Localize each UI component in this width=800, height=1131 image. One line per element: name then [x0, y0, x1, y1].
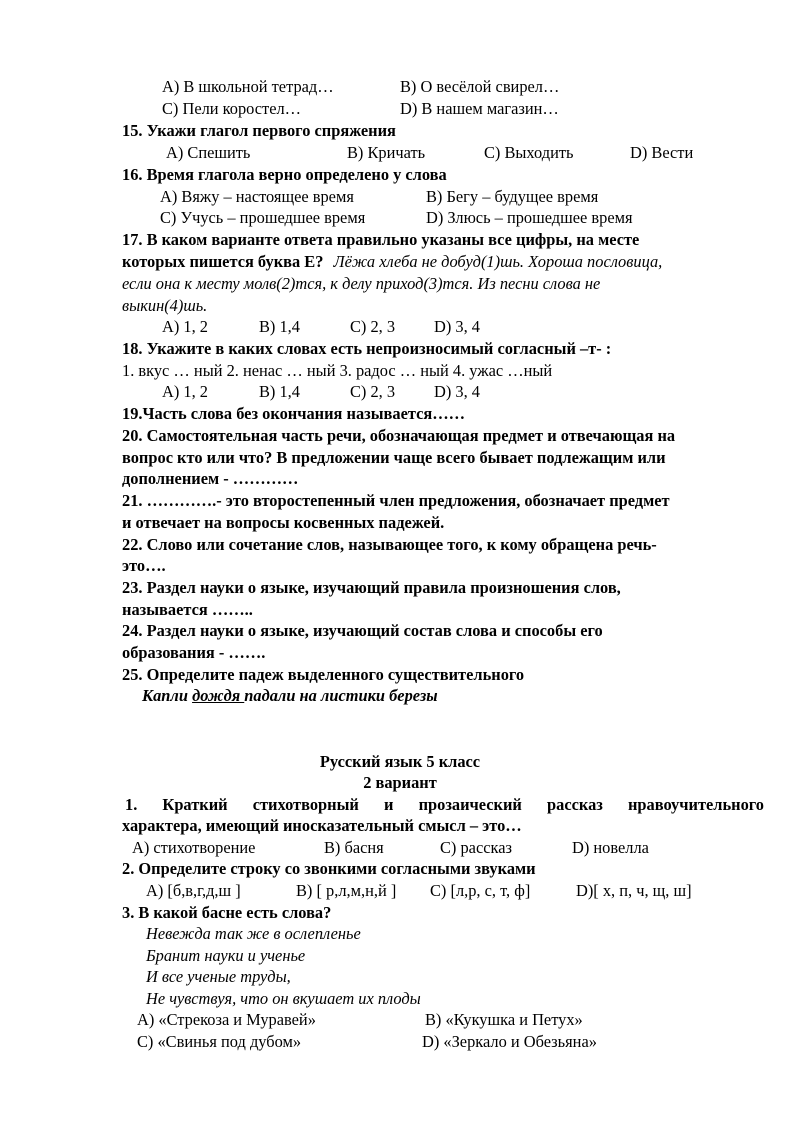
q16-option-b: B) Бегу – будущее время — [426, 187, 599, 206]
q25-question: 25. Определите падеж выделенного существительного — [122, 665, 525, 684]
q14-option-d: D) В нашем магазин… — [400, 99, 559, 118]
q17-excerpt-line-3: если она к месту молв(2)тся, к делу приход(3)тся. Из песни слова не — [122, 274, 601, 293]
v2-q1-question-line-2: характера, имеющий иносказательный смысл – это… — [122, 816, 522, 835]
q18-option-a: A) 1, 2 — [162, 382, 208, 401]
q20-question-line-2: вопрос кто или что? В предложении чаще всего бывает подлежащим или — [122, 448, 666, 467]
q17-excerpt-start: Лёжа хлеба не добуд(1)шь. Хороша пословица, — [333, 252, 663, 271]
q14-option-a: A) В школьной тетрад… — [162, 77, 334, 96]
q15-option-c: C) Выходить — [484, 143, 574, 162]
v2-q1-option-a: A) стихотворение — [132, 838, 256, 857]
q20-question-line-3: дополнением - ………… — [122, 469, 299, 488]
q18-option-b: B) 1,4 — [259, 382, 300, 401]
v2-q3-verse-line-3: И все ученые труды, — [146, 967, 291, 986]
v2-q2-option-b: B) [ р,л,м,н,й ] — [296, 881, 397, 900]
v2-q3-question: 3. В какой басне есть слова? — [122, 903, 332, 922]
v2-q1-option-b: B) басня — [324, 838, 384, 857]
q21-question-line-2: и отвечает на вопросы косвенных падежей. — [122, 513, 445, 532]
q17-option-d: D) 3, 4 — [434, 317, 480, 336]
q17-excerpt-line-4: выкин(4)шь. — [122, 296, 208, 315]
q15-option-b: B) Кричать — [347, 143, 426, 162]
v2-q1-option-c: C) рассказ — [440, 838, 512, 857]
q23-question-line-2: называется …….. — [122, 600, 253, 619]
q17-question-line-1: 17. В каком варианте ответа правильно указаны все цифры, на месте — [122, 230, 640, 249]
v2-q3-verse-line-4: Не чувствуя, что он вкушает их плоды — [146, 989, 421, 1008]
q16-option-d: D) Злюсь – прошедшее время — [426, 208, 633, 227]
q18-question: 18. Укажите в каких словах есть непроизносимый согласный –т- : — [122, 339, 612, 358]
q17-option-c: C) 2, 3 — [350, 317, 396, 336]
v2-q2-option-a: A) [б,в,г,д,ш ] — [146, 881, 241, 900]
variant2-subtitle: 2 вариант — [363, 773, 437, 792]
v2-q2-option-c: C) [л,р, с, т, ф] — [430, 881, 531, 900]
q17-option-a: A) 1, 2 — [162, 317, 208, 336]
q16-option-c: C) Учусь – прошедшее время — [160, 208, 366, 227]
q17-option-b: B) 1,4 — [259, 317, 300, 336]
q14-option-b: B) О весёлой свирел… — [400, 77, 560, 96]
q18-words: 1. вкус … ный 2. ненас … ный 3. радос … ный 4. ужас …ный — [122, 361, 553, 380]
v2-q3-verse-line-2: Бранит науки и ученье — [146, 946, 306, 965]
q23-question-line-1: 23. Раздел науки о языке, изучающий правила произношения слов, — [122, 578, 621, 597]
q21-question-line-1: 21. ………….- это второстепенный член предложения, обозначает предмет — [122, 491, 670, 510]
v2-q2-question: 2. Определите строку со звонкими согласными звуками — [122, 859, 536, 878]
v2-q1-question-line-1: 1. Краткий стихотворный и прозаический рассказ нравоучительного — [125, 795, 764, 814]
v2-q3-option-d: D) «Зеркало и Обезьяна» — [422, 1032, 597, 1051]
v2-q3-option-c: C) «Свинья под дубом» — [137, 1032, 302, 1051]
q18-option-d: D) 3, 4 — [434, 382, 480, 401]
q25-sentence-end: падали на листики березы — [244, 686, 438, 705]
v2-q1-option-d: D) новелла — [572, 838, 649, 857]
v2-q3-verse-line-1: Невежда так же в ослепленье — [146, 924, 361, 943]
q18-option-c: C) 2, 3 — [350, 382, 396, 401]
v2-q3-option-a: A) «Стрекоза и Муравей» — [137, 1010, 316, 1029]
q16-question: 16. Время глагола верно определено у слова — [122, 165, 447, 184]
q22-question-line-2: это…. — [122, 556, 166, 575]
q25-sentence — [142, 685, 438, 707]
q16-option-a: A) Вяжу – настоящее время — [160, 187, 354, 206]
q15-option-a: A) Спешить — [166, 143, 251, 162]
q24-question-line-1: 24. Раздел науки о языке, изучающий состав слова и способы его — [122, 621, 603, 640]
v2-q3-option-b: B) «Кукушка и Петух» — [425, 1010, 583, 1029]
variant2-title: Русский язык 5 класс — [319, 752, 481, 771]
q17-question-bold: которых пишется буква Е? — [122, 252, 324, 271]
q15-question: 15. Укажи глагол первого спряжения — [122, 121, 396, 140]
q19-question: 19.Часть слова без окончания называется…… — [122, 404, 466, 423]
q20-question-line-1: 20. Самостоятельная часть речи, обозначающая предмет и отвечающая на — [122, 426, 676, 445]
q15-option-d: D) Вести — [630, 143, 694, 162]
v2-q2-option-d: D)[ х, п, ч, щ, ш] — [576, 881, 692, 900]
q22-question-line-1: 22. Слово или сочетание слов, называющее того, к кому обращена речь- — [122, 535, 657, 554]
q17-question-line-2 — [122, 251, 662, 273]
q24-question-line-2: образования - ……. — [122, 643, 266, 662]
q14-option-c: C) Пели коростел… — [162, 99, 302, 118]
q25-underlined-noun: дождя — [192, 686, 245, 705]
q25-sentence-start: Капли — [142, 686, 193, 705]
